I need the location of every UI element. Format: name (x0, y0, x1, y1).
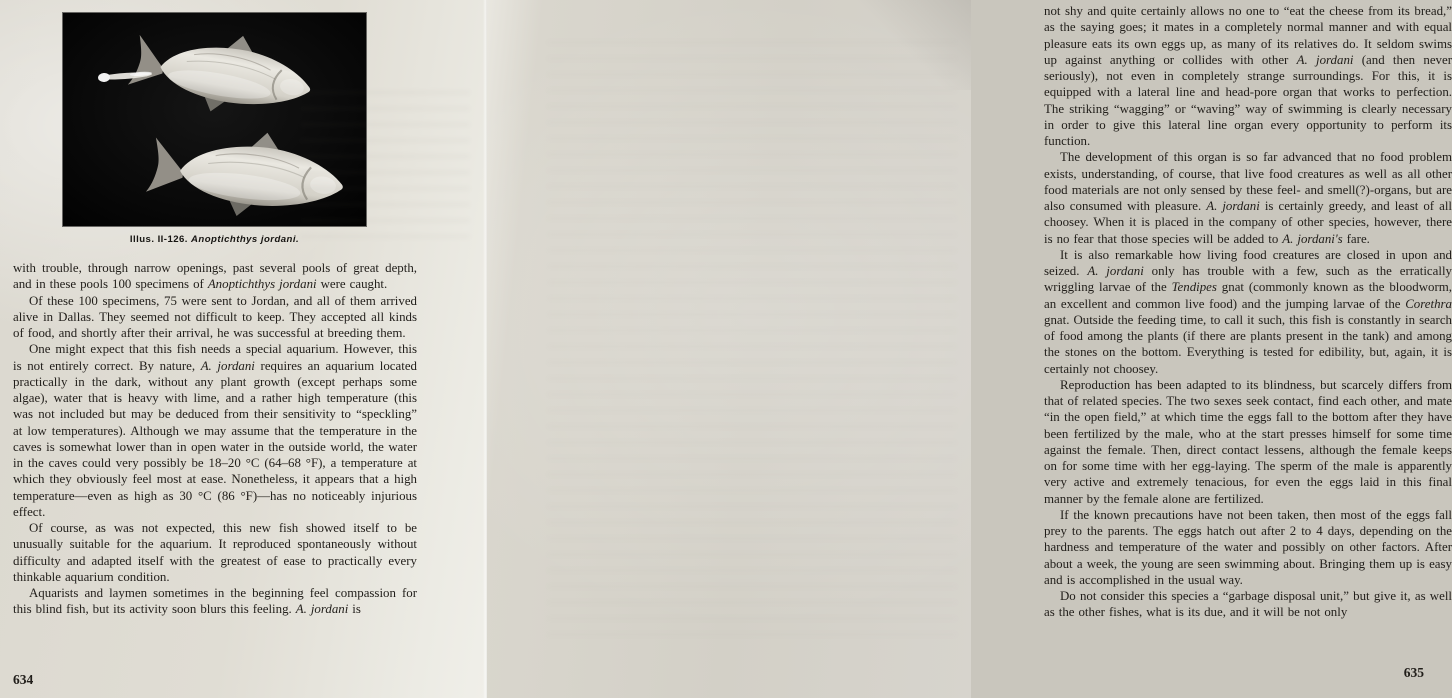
fish-photo (63, 13, 366, 226)
text-run: Of course, as was not expected, this new fish showed itself to be unusually suitable for the aquarium. It reproduced spontaneously without difficulty and adapted itself with the greatest of ease to practically every thinkable aquarium condition. (13, 521, 417, 584)
text-run: Of these 100 specimens, 75 were sent to Jordan, and all of them arrived alive in Dallas. They seemed not difficult to keep. They accepted all kinds of food, and shortly after their arrival, he was successful at breeding them. (13, 293, 417, 340)
paragraph (1044, 588, 1452, 621)
text-run: were caught. (316, 277, 388, 292)
paragraph (13, 293, 417, 342)
italic-species-name: A. jordani's (1282, 231, 1343, 246)
text-run: Illus. II-126. (129, 234, 192, 245)
italic-species-name: Tendipes (1171, 280, 1217, 295)
italic-species-name: A. jordani (1206, 199, 1260, 213)
figure-caption (43, 234, 386, 245)
paragraph (13, 260, 417, 293)
text-run: (and then never seriously), not even in completely strange surroundings. For this, it is equipped with a lateral line and head-pore organ that works to perfection. The striking “wagging” or “waving” way of swimming is clearly necessary in order to give this lateral line organ every opportunity to perform its function. (1044, 52, 1452, 148)
text-run: fare. (1342, 231, 1370, 246)
text-run: is (348, 602, 361, 617)
paragraph (13, 341, 417, 520)
paragraph (1044, 377, 1452, 507)
italic-species-name: Anoptichthys jordani (207, 277, 317, 292)
text-run: One might expect that this fish needs a special aquarium. However, this is not entirely correct. By nature, (13, 342, 417, 373)
italic-species-name: Corethra (1405, 296, 1452, 311)
paragraph (1044, 149, 1452, 247)
text-run: with trouble, through narrow openings, past several pools of great depth, and in these pools 100 specimens of (13, 261, 417, 292)
italic-species-name: Anoptichthys jordani. (191, 234, 300, 245)
text-run: requires an aquarium located practically in the dark, without any plant growth (except perhaps some algae), water that is heavy with lime, and a rather high temperature (this was not included but may be deduced from their sensitivity to “speckling” at low temperatures). Although we may assume that the temperature in the caves is somewhat lower than in open water in the outside world, the water in the caves could very possibly be 18–20 °C (64–68 °F), a temperature at which they obviously feel most at ease. Nonetheless, it appears that a high temperature—even as high as 30 °C (86 °F)—has no noticeably injurious effect. (13, 358, 417, 519)
text-run: Reproduction has been adapted to its blindness, but scarcely differs from that of related species. The two sexes seek contact, find each other, and mate “in the open field,” at which time the eggs fall to the bottom after they have been fertilized by the male, who at the start presses himself for some time against the female. Then, direct contact lessens, although the female keeps on for some time with her egg-laying. The sperm of the male is apparently very active and extremely tenacious, for even the eggs laid in this final manner by the female alone are fertilized. (1044, 377, 1452, 506)
fish-photo-figure (63, 13, 366, 226)
text-run: If the known precautions have not been taken, then most of the eggs fall prey to the parents. The eggs hatch out after 2 to 4 days, depending on the hardness and temperature of the water and possibly on other factors. After about a week, the young are seen swimming about. Bringing them up is easy and is accomplished in the usual way. (1044, 507, 1452, 587)
bleedthrough-texture (547, 40, 957, 640)
left-page (0, 0, 487, 698)
italic-species-name: A. jordani (1296, 52, 1354, 67)
paragraph (13, 585, 417, 618)
paragraph (1044, 507, 1452, 588)
right-page (487, 0, 1452, 698)
left-page-body-text (13, 260, 417, 674)
text-run: gnat. Outside the feeding time, to call it such, this fish is constantly in search of food among the plants (if there are plants present in the tank) and among the stones on the bottom. Everything is tested for edibility, but, again, it is certainly not choosey. (1044, 312, 1452, 376)
text-run: Do not consider this species a “garbage disposal unit,” but give it, as well as the other fishes, what is its due, and it will be not only (1044, 589, 1452, 620)
paragraph (1044, 3, 1452, 149)
paragraph (13, 520, 417, 585)
text-run: not shy and quite certainly allows no one to “eat the cheese from its bread,” as the saying goes; it mates in a completely normal manner and with equal pleasure eats its own eggs up, as many of its relatives do. It seldom swims up against anything or collides with other (1044, 4, 1452, 67)
text-run: is certainly greedy, and least of all choosey. When it is placed in the company of other species, however, there is no fear that those species will be added to (1044, 199, 1452, 246)
text-run: Aquarists and laymen sometimes in the beginning feel compassion for this blind fish, but its activity soon blurs this feeling. (13, 586, 417, 617)
text-run: only has trouble with a few, such as the erratically wriggling larvae of the (1044, 264, 1452, 295)
italic-species-name: A. jordani (200, 358, 255, 373)
text-run: It is also remarkable how living food creatures are closed in upon and seized. (1044, 247, 1452, 278)
left-page-number: 634 (13, 672, 34, 687)
paragraph (1044, 247, 1452, 377)
italic-species-name: A. jordani (295, 602, 349, 617)
text-run: The development of this organ is so far advanced that no food problem exists, understanding, of course, that live food creatures as well as all other food materials are not only sensed by these feel- and smell(?)-organs, but are also consumed with pleasure. (1044, 150, 1452, 213)
right-page-number: 635 (1403, 665, 1424, 680)
text-run: gnat (commonly known as the bloodworm, an excellent and common live food) and the jumping larvae of the (1044, 280, 1452, 311)
right-page-body-text (1044, 3, 1452, 661)
italic-species-name: A. jordani (1087, 264, 1144, 278)
